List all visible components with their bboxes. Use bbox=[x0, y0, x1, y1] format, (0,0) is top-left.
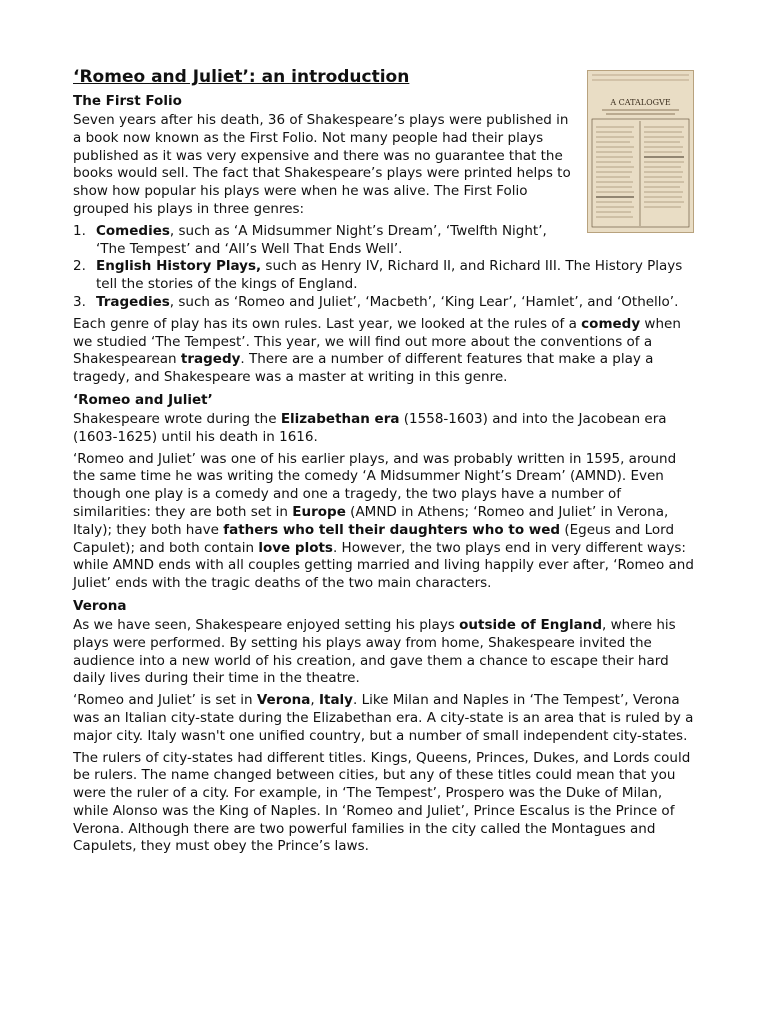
elizabethan-era-paragraph: Shakespeare wrote during the Elizabethan era (1558-1603) and into the Jacobean era (1603-1625) until his death in 1616. bbox=[73, 410, 667, 445]
genre-item-comedies: 1. Comedies, such as ‘A Midsummer Night’s Dream’, ‘Twelfth Night’, ‘The Tempest’ and ‘All’s Well That Ends Well’. bbox=[73, 222, 547, 257]
genre-rules-paragraph: Each genre of play has its own rules. Last year, we looked at the rules of a comedy when we studied ‘The Tempest’. This year, we will find out more about the conventions of a Shakespearean tragedy. There are a number of different features that make a play a tragedy, and Shakespeare was a master at writing in this genre. bbox=[73, 315, 681, 386]
catalogue-title: A CATALOGVE bbox=[610, 98, 671, 107]
genre-list bbox=[73, 223, 695, 312]
heading-first-folio: The First Folio bbox=[73, 93, 182, 109]
outside-england-paragraph: As we have seen, Shakespeare enjoyed setting his plays outside of England, where his plays were performed. By setting his plays away from home, Shakespeare invited the audience into a new world of his creation, and gave them a chance to escape their hard daily lives during their time in the theatre. bbox=[73, 616, 676, 687]
catalogue-page-illustration bbox=[588, 71, 693, 232]
first-folio-intro: Seven years after his death, 36 of Shakespeare’s plays were published in a book now known as the First Folio. Not many people had their plays published as it was very expensive and there was no guarantee that the books would sell. The fact that Shakespeare’s plays were printed helps to show how popular his plays were when he was alive. The First Folio grouped his plays in three genres: bbox=[73, 112, 571, 217]
similarities-paragraph: ‘Romeo and Juliet’ was one of his earlier plays, and was probably written in 1595, around the same time he was writing the comedy ‘A Midsummer Night’s Dream’ (AMND). Even though one play is a comedy and one a tragedy, the two plays have a number of similarities: they are both set in Europe (AMND in Athens; ‘Romeo and Juliet’ in Verona, Italy); they both have fathers who tell their daughters who to wed (Egeus and Lord Capulet); and both contain love plots. However, the two plays end in very different ways: while AMND ends with all couples getting married and living happily ever after, ‘Romeo and Juliet’ ends with the tragic deaths of the two main characters. bbox=[73, 450, 694, 592]
document-title: ‘Romeo and Juliet’: an introduction bbox=[73, 67, 410, 87]
heading-verona: Verona bbox=[73, 597, 127, 614]
genre-item-tragedies: 3. Tragedies, such as ‘Romeo and Juliet’, ‘Macbeth’, ‘King Lear’, ‘Hamlet’, and ‘Othello’. bbox=[73, 293, 679, 310]
rulers-paragraph: The rulers of city-states had different titles. Kings, Queens, Princes, Dukes, and Lords could be rulers. The name changed between cities, but any of these titles could mean that you were the ruler of a city. For example, in ‘The Tempest’, Prospero was the Duke of Milan, while Alonso was the King of Naples. In ‘Romeo and Juliet’, Prince Escalus is the Prince of Verona. Although there are two powerful families in the city called the Montagues and Capulets, they must obey the Prince’s laws. bbox=[73, 749, 691, 855]
city-state-paragraph: ‘Romeo and Juliet’ is set in Verona, Italy. Like Milan and Naples in ‘The Tempest’, Verona was an Italian city-state during the Elizabethan era. A city-state is an area that is ruled by a major city. Italy wasn't one unified country, but a number of small independent city-states. bbox=[73, 692, 694, 744]
genre-item-history: 2. English History Plays, such as Henry IV, Richard II, and Richard III. The History Plays tell the stories of the kings of England. bbox=[73, 258, 683, 293]
first-folio-catalogue-image bbox=[587, 70, 694, 233]
heading-romeo-and-juliet: ‘Romeo and Juliet’ bbox=[73, 391, 213, 408]
